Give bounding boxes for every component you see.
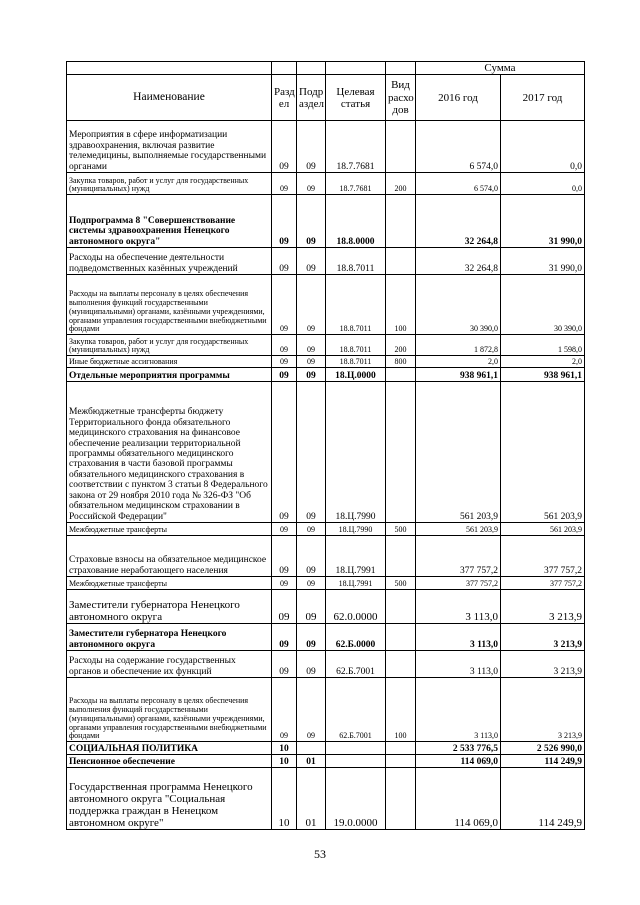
row-vid: 800 [386, 356, 416, 368]
row-name: Пенсионное обеспечение [67, 755, 272, 768]
row-celevaya: 18.7.7681 [326, 173, 386, 195]
row-razdel: 10 [272, 768, 297, 830]
row-vid: 100 [386, 275, 416, 335]
row-podrazdel: 09 [297, 275, 326, 335]
row-razdel: 09 [272, 590, 297, 624]
row-razdel: 09 [272, 335, 297, 356]
row-celevaya: 18.8.7011 [326, 275, 386, 335]
row-name: Заместители губернатора Ненецкого автономного округа [67, 624, 272, 651]
table-row [67, 335, 585, 356]
row-podrazdel: 09 [297, 624, 326, 651]
row-name: Расходы на обеспечение деятельности подведомственных казённых учреждений [67, 248, 272, 275]
row-podrazdel: 09 [297, 335, 326, 356]
row-vid: 500 [386, 523, 416, 536]
table-row [67, 382, 585, 523]
row-2016: 938 961,1 [416, 368, 501, 382]
row-name: Межбюджетные трансферты [67, 577, 272, 590]
row-2016: 32 264,8 [416, 248, 501, 275]
podrazdel-header: Подр аздел [297, 75, 326, 121]
row-vid [386, 624, 416, 651]
row-podrazdel: 09 [297, 121, 326, 173]
row-2017: 0,0 [501, 173, 585, 195]
row-name: Закупка товаров, работ и услуг для государственных (муниципальных) нужд [67, 173, 272, 195]
row-2017: 561 203,9 [501, 523, 585, 536]
row-vid: 100 [386, 678, 416, 742]
row-razdel: 09 [272, 275, 297, 335]
table-row [67, 356, 585, 368]
row-2016: 1 872,8 [416, 335, 501, 356]
table-row [67, 368, 585, 382]
row-podrazdel: 09 [297, 651, 326, 678]
row-name: Межбюджетные трансферты [67, 523, 272, 536]
row-2017: 1 598,0 [501, 335, 585, 356]
row-celevaya: 18.Ц.7990 [326, 523, 386, 536]
row-celevaya: 18.8.7011 [326, 356, 386, 368]
row-name: Заместители губернатора Ненецкого автономного округа [67, 590, 272, 624]
row-celevaya [326, 755, 386, 768]
row-2016: 3 113,0 [416, 590, 501, 624]
row-2017: 30 390,0 [501, 275, 585, 335]
row-vid [386, 368, 416, 382]
row-2016: 2 533 776,5 [416, 742, 501, 755]
row-razdel: 09 [272, 651, 297, 678]
row-2017: 114 249,9 [501, 768, 585, 830]
row-podrazdel: 09 [297, 356, 326, 368]
row-celevaya: 18.Ц.7991 [326, 577, 386, 590]
row-celevaya [326, 742, 386, 755]
table-row [67, 742, 585, 755]
budget-table [66, 61, 585, 830]
row-podrazdel: 09 [297, 248, 326, 275]
table-row [67, 624, 585, 651]
row-2017: 377 757,2 [501, 536, 585, 577]
row-podrazdel: 01 [297, 768, 326, 830]
row-name: СОЦИАЛЬНАЯ ПОЛИТИКА [67, 742, 272, 755]
row-razdel: 09 [272, 678, 297, 742]
row-2016: 3 113,0 [416, 624, 501, 651]
table-row [67, 173, 585, 195]
summa-header: Сумма [416, 62, 585, 75]
celevaya-header: Целевая статья [326, 75, 386, 121]
row-2017: 561 203,9 [501, 382, 585, 523]
table-row [67, 755, 585, 768]
row-razdel: 09 [272, 624, 297, 651]
row-2017: 3 213,9 [501, 624, 585, 651]
row-podrazdel: 09 [297, 523, 326, 536]
row-2016: 114 069,0 [416, 768, 501, 830]
table-row [67, 195, 585, 248]
row-podrazdel: 01 [297, 755, 326, 768]
table-row [67, 590, 585, 624]
row-2017: 377 757,2 [501, 577, 585, 590]
header-row-top [67, 62, 585, 75]
row-name: Государственная программа Ненецкого автономного округа "Социальная поддержка граждан в Ненецком автономном округе" [67, 768, 272, 830]
page-number: 53 [314, 847, 326, 861]
row-podrazdel: 09 [297, 382, 326, 523]
row-name: Страховые взносы на обязательное медицинское страхование неработающего населения [67, 536, 272, 577]
row-razdel: 09 [272, 248, 297, 275]
table-row [67, 523, 585, 536]
row-celevaya: 62.Б.7001 [326, 651, 386, 678]
row-vid [386, 590, 416, 624]
row-2017: 0,0 [501, 121, 585, 173]
table-row [67, 651, 585, 678]
row-name: Подпрограмма 8 "Совершенствование системы здравоохранения Ненецкого автономного округа" [67, 195, 272, 248]
row-name: Расходы на выплаты персоналу в целях обеспечения выполнения функций государственными (муниципальными) органами, казёнными учреждениями, органами управления государственными внебюджетными фондами [67, 275, 272, 335]
row-vid [386, 248, 416, 275]
row-2016: 561 203,9 [416, 382, 501, 523]
row-name: Мероприятия в сфере информатизации здравоохранения, включая развитие телемедицины, выполняемые государственными органами [67, 121, 272, 173]
table-row [67, 275, 585, 335]
row-celevaya: 18.Ц.7991 [326, 536, 386, 577]
row-2016: 3 113,0 [416, 651, 501, 678]
row-podrazdel: 09 [297, 577, 326, 590]
row-razdel: 09 [272, 577, 297, 590]
row-vid [386, 195, 416, 248]
table-row [67, 577, 585, 590]
row-podrazdel: 09 [297, 368, 326, 382]
row-2016: 2,0 [416, 356, 501, 368]
table-row [67, 536, 585, 577]
row-razdel: 09 [272, 382, 297, 523]
row-vid: 200 [386, 335, 416, 356]
row-vid [386, 742, 416, 755]
row-celevaya: 18.8.7011 [326, 335, 386, 356]
row-celevaya: 18.8.7011 [326, 248, 386, 275]
row-razdel: 10 [272, 755, 297, 768]
row-razdel: 09 [272, 368, 297, 382]
row-vid [386, 382, 416, 523]
name-header: Наименование [67, 75, 272, 121]
row-2017: 31 990,0 [501, 248, 585, 275]
row-celevaya: 18.Ц.7990 [326, 382, 386, 523]
row-name: Межбюджетные трансферты бюджету Территориального фонда обязательного медицинского страхования на финансовое обеспечение реализации территориальной программы обязательного медицинского страхования в части базовой программы обязательного медицинского страхования в соответствии с пунктом 3 статьи 8 Федерального закона от 29 ноября 2010 года № 326-ФЗ "Об обязательном медицинском страховании в Российской Федерации" [67, 382, 272, 523]
row-vid [386, 755, 416, 768]
row-celevaya: 62.Б.7001 [326, 678, 386, 742]
row-2016: 6 574,0 [416, 121, 501, 173]
row-name: Закупка товаров, работ и услуг для государственных (муниципальных) нужд [67, 335, 272, 356]
row-2016: 561 203,9 [416, 523, 501, 536]
row-podrazdel: 09 [297, 536, 326, 577]
row-podrazdel: 09 [297, 590, 326, 624]
razdel-header: Разд ел [272, 75, 297, 121]
header-row [67, 75, 585, 121]
row-2017: 3 213,9 [501, 651, 585, 678]
table-row [67, 121, 585, 173]
row-2017: 3 213,9 [501, 590, 585, 624]
row-razdel: 09 [272, 536, 297, 577]
row-2016: 3 113,0 [416, 678, 501, 742]
row-name: Иные бюджетные ассигнования [67, 356, 272, 368]
row-podrazdel [297, 742, 326, 755]
row-razdel: 09 [272, 195, 297, 248]
row-name: Отдельные мероприятия программы [67, 368, 272, 382]
y2016-header: 2016 год [416, 75, 501, 121]
row-2017: 938 961,1 [501, 368, 585, 382]
row-2017: 31 990,0 [501, 195, 585, 248]
row-razdel: 09 [272, 173, 297, 195]
row-2016: 32 264,8 [416, 195, 501, 248]
row-2016: 6 574,0 [416, 173, 501, 195]
row-celevaya: 62.Б.0000 [326, 624, 386, 651]
row-razdel: 10 [272, 742, 297, 755]
row-vid: 500 [386, 577, 416, 590]
row-celevaya: 18.Ц.0000 [326, 368, 386, 382]
row-celevaya: 18.7.7681 [326, 121, 386, 173]
row-2017: 3 213,9 [501, 678, 585, 742]
row-celevaya: 18.8.0000 [326, 195, 386, 248]
row-2017: 2 526 990,0 [501, 742, 585, 755]
row-vid [386, 536, 416, 577]
row-name: Расходы на выплаты персоналу в целях обеспечения выполнения функций государственными (муниципальными) органами, казёнными учреждениями, органами управления государственными внебюджетными фондами [67, 678, 272, 742]
row-podrazdel: 09 [297, 195, 326, 248]
row-razdel: 09 [272, 356, 297, 368]
row-vid [386, 121, 416, 173]
row-name: Расходы на содержание государственных органов и обеспечение их функций [67, 651, 272, 678]
table-row [67, 768, 585, 830]
row-2016: 377 757,2 [416, 536, 501, 577]
table-row [67, 248, 585, 275]
row-2016: 114 069,0 [416, 755, 501, 768]
row-razdel: 09 [272, 121, 297, 173]
row-vid [386, 768, 416, 830]
y2017-header: 2017 год [501, 75, 585, 121]
table-row [67, 678, 585, 742]
row-vid [386, 651, 416, 678]
row-2016: 30 390,0 [416, 275, 501, 335]
row-2016: 377 757,2 [416, 577, 501, 590]
row-podrazdel: 09 [297, 173, 326, 195]
row-vid: 200 [386, 173, 416, 195]
row-razdel: 09 [272, 523, 297, 536]
row-podrazdel: 09 [297, 678, 326, 742]
row-2017: 114 249,9 [501, 755, 585, 768]
row-celevaya: 62.0.0000 [326, 590, 386, 624]
vid-header: Вид расхо дов [386, 75, 416, 121]
row-2017: 2,0 [501, 356, 585, 368]
row-celevaya: 19.0.0000 [326, 768, 386, 830]
